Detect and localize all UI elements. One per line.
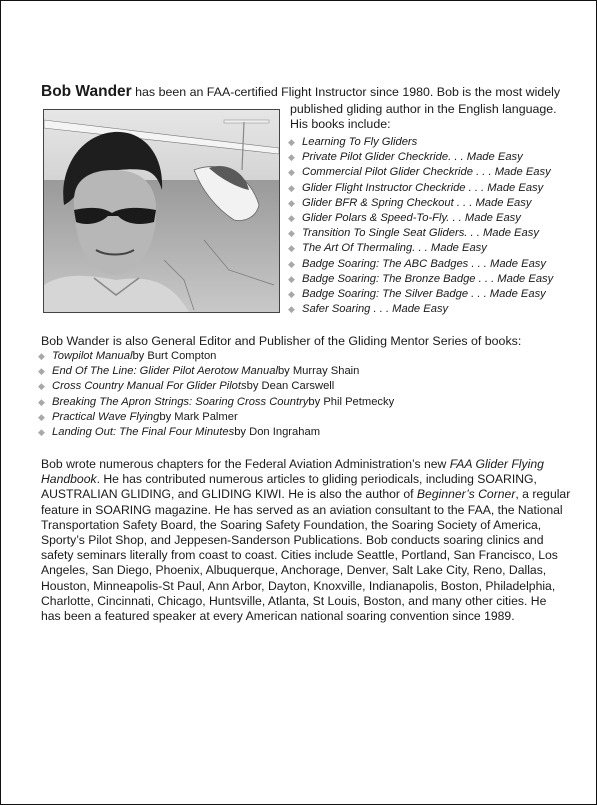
bio-line: Transportation Safety Board, the Soaring Safety Foundation, the Soaring Society of America, bbox=[41, 517, 542, 532]
series-book-author: by Mark Palmer bbox=[159, 410, 238, 423]
bio-italic-title: Handbook bbox=[41, 472, 97, 487]
list-item bbox=[288, 272, 588, 287]
diamond-bullet-icon: ◆ bbox=[288, 213, 295, 224]
bio-line bbox=[41, 472, 573, 487]
series-list bbox=[38, 349, 558, 440]
intro-continuation bbox=[290, 102, 580, 132]
book-title: Transition To Single Seat Gliders. . . Made Easy bbox=[302, 227, 539, 240]
series-book-title: Towpilot Manual bbox=[52, 350, 133, 362]
diamond-bullet-icon: ◆ bbox=[38, 381, 45, 392]
bio-line bbox=[41, 487, 573, 502]
author-name: Bob Wander bbox=[41, 83, 132, 100]
diamond-bullet-icon: ◆ bbox=[288, 182, 295, 193]
bio-paragraph bbox=[41, 457, 573, 624]
list-item bbox=[38, 349, 558, 364]
bio-line: Angeles, San Diego, Phoenix, Albuquerque, Anchorage, Denver, Salt Lake City, Reno, Dallas, bbox=[41, 563, 547, 578]
diamond-bullet-icon: ◆ bbox=[288, 258, 295, 269]
intro-first-line bbox=[41, 83, 561, 101]
list-item bbox=[288, 287, 588, 302]
list-item bbox=[38, 395, 558, 410]
list-item bbox=[38, 364, 558, 379]
series-book-author: by Dean Carswell bbox=[246, 380, 335, 393]
books-intro-label: His books include: bbox=[290, 117, 391, 131]
list-item bbox=[38, 425, 558, 440]
bio-text: AUSTRALIAN GLIDING, and GLIDING KIWI. He is also the author of bbox=[41, 487, 417, 502]
series-heading: Bob Wander is also General Editor and Publisher of the Gliding Mentor Series of books: bbox=[41, 334, 522, 348]
list-item bbox=[288, 196, 588, 211]
bio-line: Houston, Minneapolis-St Paul, Ann Arbor, Dayton, Knoxville, Indianapolis, Boston, Philadelphia, bbox=[41, 578, 556, 593]
bio-italic-title: Beginner’s Corner bbox=[416, 487, 516, 502]
book-title: Badge Soaring: The Bronze Badge . . . Made Easy bbox=[302, 272, 554, 285]
series-book-author: by Burt Compton bbox=[132, 350, 217, 362]
bio-text: . He has contributed numerous articles to gliding periodicals, including SOARING, bbox=[96, 472, 537, 487]
book-title: Glider BFR & Spring Checkout . . . Made Easy bbox=[302, 196, 532, 209]
diamond-bullet-icon: ◆ bbox=[288, 228, 295, 239]
book-list bbox=[288, 135, 588, 317]
diamond-bullet-icon: ◆ bbox=[288, 197, 295, 208]
diamond-bullet-icon: ◆ bbox=[288, 137, 295, 147]
series-book-title: Breaking The Apron Strings: Soaring Cross Country bbox=[52, 395, 309, 408]
book-title: Glider Flight Instructor Checkride . . . Made Easy bbox=[302, 181, 544, 194]
bio-italic-title: FAA Glider Flying bbox=[449, 457, 544, 471]
list-item bbox=[288, 211, 588, 226]
diamond-bullet-icon: ◆ bbox=[288, 289, 295, 300]
book-title: Glider Polars & Speed-To-Fly. . . Made Easy bbox=[302, 212, 521, 225]
book-title: Learning To Fly Gliders bbox=[302, 136, 418, 148]
diamond-bullet-icon: ◆ bbox=[288, 304, 295, 315]
diamond-bullet-icon: ◆ bbox=[38, 351, 45, 361]
series-book-title: Cross Country Manual For Glider Pilots bbox=[52, 380, 247, 393]
diamond-bullet-icon: ◆ bbox=[38, 427, 45, 438]
diamond-bullet-icon: ◆ bbox=[288, 243, 295, 254]
book-title: Private Pilot Glider Checkride. . . Made Easy bbox=[302, 151, 523, 164]
series-book-author: by Don Ingraham bbox=[234, 426, 321, 439]
book-title: Badge Soaring: The ABC Badges . . . Made Easy bbox=[302, 257, 546, 270]
bio-line: feature in SOARING magazine. He has served as an aviation consultant to the FAA, the National bbox=[41, 502, 563, 517]
intro-continuation-line: published gliding author in the English language. bbox=[290, 102, 557, 116]
list-item bbox=[288, 302, 588, 317]
book-title: Safer Soaring . . . Made Easy bbox=[302, 303, 449, 316]
list-item bbox=[288, 257, 588, 272]
list-item bbox=[288, 241, 588, 256]
list-item bbox=[288, 226, 588, 241]
bio-line bbox=[41, 457, 573, 472]
list-item bbox=[38, 379, 558, 394]
diamond-bullet-icon: ◆ bbox=[288, 273, 295, 284]
bio-line: Charlotte, Cincinnati, Chicago, Huntsville, Atlanta, St Louis, Boston, and many other cities. He bbox=[41, 593, 547, 608]
bio-text: Bob wrote numerous chapters for the Federal Aviation Administration’s new bbox=[41, 457, 450, 471]
list-item bbox=[288, 135, 588, 150]
book-title: Badge Soaring: The Silver Badge . . . Made Easy bbox=[302, 288, 546, 301]
diamond-bullet-icon: ◆ bbox=[38, 396, 45, 407]
diamond-bullet-icon: ◆ bbox=[288, 152, 295, 163]
bio-line: has been a featured speaker at every American national soaring convention since 1989. bbox=[41, 609, 515, 624]
series-book-author: by Murray Shain bbox=[277, 365, 360, 378]
bio-line: Sporty’s Pilot Shop, and Jeppesen-Sanderson Publications. Bob conducts soaring clinics and bbox=[41, 533, 544, 548]
series-book-title: End Of The Line: Glider Pilot Aerotow Manual bbox=[52, 365, 278, 378]
bio-line: safety seminars literally from coast to coast. Cities include Seattle, Portland, San Francisco, Los bbox=[41, 548, 558, 563]
series-book-title: Practical Wave Flying bbox=[52, 410, 160, 423]
series-book-author: by Phil Petmecky bbox=[308, 395, 395, 408]
list-item bbox=[288, 150, 588, 165]
book-title: Commercial Pilot Glider Checkride . . . Made Easy bbox=[302, 166, 551, 179]
series-book-title: Landing Out: The Final Four Minutes bbox=[52, 426, 235, 439]
diamond-bullet-icon: ◆ bbox=[288, 167, 295, 178]
diamond-bullet-icon: ◆ bbox=[38, 411, 45, 422]
intro-text: has been an FAA-certified Flight Instructor since 1980. Bob is the most widely bbox=[131, 85, 561, 99]
book-title: The Art Of Thermaling. . . Made Easy bbox=[302, 242, 487, 255]
diamond-bullet-icon: ◆ bbox=[38, 366, 45, 377]
list-item bbox=[38, 410, 558, 425]
author-photo bbox=[43, 109, 280, 313]
list-item bbox=[288, 181, 588, 196]
bio-text: , a regular bbox=[515, 487, 571, 502]
list-item bbox=[288, 165, 588, 180]
